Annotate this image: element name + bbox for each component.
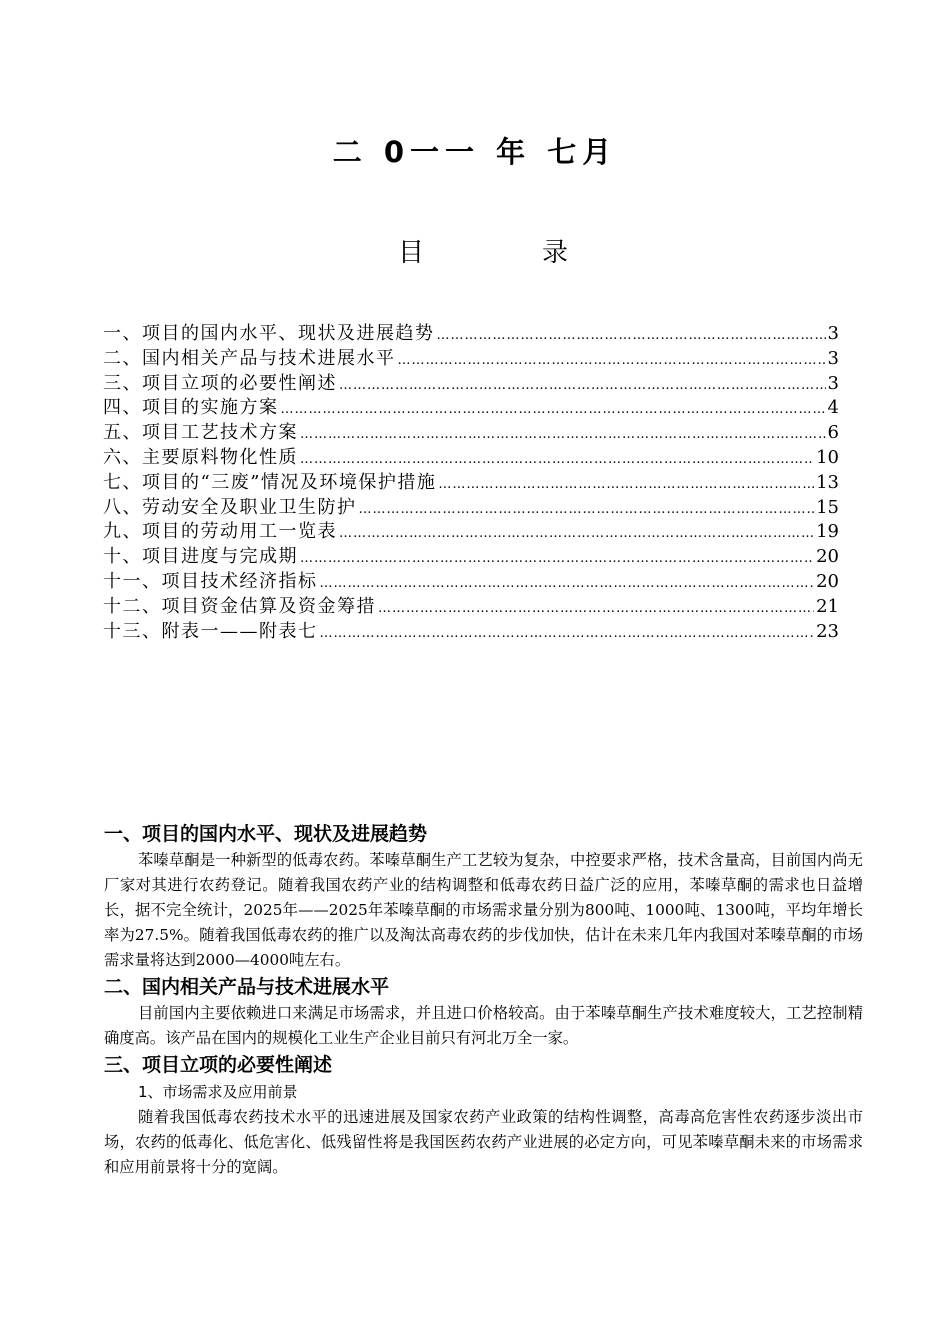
toc-entry[interactable] [103,620,839,645]
toc-entry[interactable] [103,595,839,620]
toc-leader-dots [300,547,814,572]
section-2-heading: 二、国内相关产品与技术进展水平 [104,976,390,998]
toc-leader-dots [339,374,826,399]
toc-entry[interactable] [103,372,839,397]
toc-entry-title: 二、国内相关产品与技术进展水平 [103,347,396,369]
toc-entry-title: 十、项目进度与完成期 [103,546,298,568]
toc-entry-title: 十二、项目资金估算及资金筹措 [103,595,376,617]
toc-entry[interactable] [103,322,839,347]
toc-entry-title: 六、主要原料物化性质 [103,446,298,468]
toc-leader-dots [300,448,814,473]
toc-entry-title: 四、项目的实施方案 [103,397,279,419]
toc-entry-page: 20 [816,546,839,568]
toc-entry[interactable] [103,520,839,545]
toc-entry[interactable] [103,347,839,372]
toc-entry-page: 3 [827,323,839,344]
toc-entry-page: 3 [827,347,839,369]
toc-leader-dots [378,597,814,622]
table-of-contents [103,322,839,644]
toc-entry-page: 23 [816,620,839,642]
toc-entry-title: 三、项目立项的必要性阐述 [103,372,337,394]
toc-entry-page: 15 [816,496,839,518]
toc-heading [398,232,568,269]
toc-entry[interactable] [103,471,839,496]
toc-entry-title: 九、项目的劳动用工一览表 [103,521,337,543]
toc-heading-char-1: 目 [398,238,425,268]
section-3-heading: 三、项目立项的必要性阐述 [104,1054,333,1076]
toc-leader-dots [281,398,826,423]
toc-entry[interactable] [103,396,839,421]
toc-entry-page: 3 [827,372,839,394]
toc-entry[interactable] [103,421,839,446]
toc-entry-title: 五、项目工艺技术方案 [103,422,298,444]
toc-leader-dots [339,522,814,547]
toc-leader-dots [437,324,826,349]
toc-entry[interactable] [103,446,839,471]
toc-entry-page: 6 [827,422,839,444]
section-3-paragraph: 随着我国低毒农药技术水平的迅速进展及国家农药产业政策的结构性调整，高毒高危害性农药逐步淡出市场，农药的低毒化、低危害化、低残留性将是我国医药农药产业进展的必定方向，可见苯嗪草酮未来的市场需求和应用前景将十分的宽阔。 [104,1108,863,1176]
toc-leader-dots [398,349,826,374]
document-body [104,820,863,1180]
toc-leader-dots [320,622,815,647]
section-2-paragraph: 目前国内主要依赖进口来满足市场需求，并且进口价格较高。由于苯嗪草酮生产技术难度较大，工艺控制精确度高。该产品在国内的规模化工业生产企业目前只有河北万全一家。 [104,1004,863,1047]
toc-leader-dots [359,498,815,523]
section-1-paragraph: 苯嗪草酮是一种新型的低毒农药。苯嗪草酮生产工艺较为复杂，中控要求严格，技术含量高，目前国内尚无厂家对其进行农药登记。随着我国农药产业的结构调整和低毒农药日益广泛的应用，苯嗪草酮的需求也日益增长，据不完全统计，2025年——2025年苯嗪草酮的市场需求量分别为800吨、1000吨、1300吨，平均年增长率为27.5%。随着我国低毒农药的推广以及淘汰高毒农药的步伐加快，估计在未来几年内我国对苯嗪草酮的市场需求量将达到2000—4000吨左右。 [104,851,863,969]
toc-entry-title: 一、项目的国内水平、现状及进展趋势 [103,323,435,344]
toc-entry-page: 4 [827,397,839,419]
toc-entry-page: 10 [816,446,839,468]
toc-leader-dots [300,423,826,448]
toc-leader-dots [438,473,814,498]
toc-entry-title: 七、项目的“三废”情况及环境保护措施 [103,471,437,493]
toc-entry-title: 八、劳动安全及职业卫生防护 [103,496,357,518]
section-3-subheading: 1、市场需求及应用前景 [138,1083,298,1101]
toc-entry-title: 十三、附表一——附表七 [103,620,318,642]
toc-entry[interactable] [103,496,839,521]
toc-entry-title: 十一、项目技术经济指标 [103,570,318,592]
toc-leader-dots [320,572,815,597]
toc-entry-page: 13 [816,471,839,493]
section-1-heading: 一、项目的国内水平、现状及进展趋势 [104,823,428,845]
toc-entry-page: 20 [816,570,839,592]
toc-entry[interactable] [103,545,839,570]
toc-entry-page: 19 [816,521,839,543]
toc-heading-char-2: 录 [541,238,568,268]
toc-entry[interactable] [103,570,839,595]
toc-entry-page: 21 [816,595,839,617]
date-title: 二 0一一 年 七月 [332,135,618,169]
